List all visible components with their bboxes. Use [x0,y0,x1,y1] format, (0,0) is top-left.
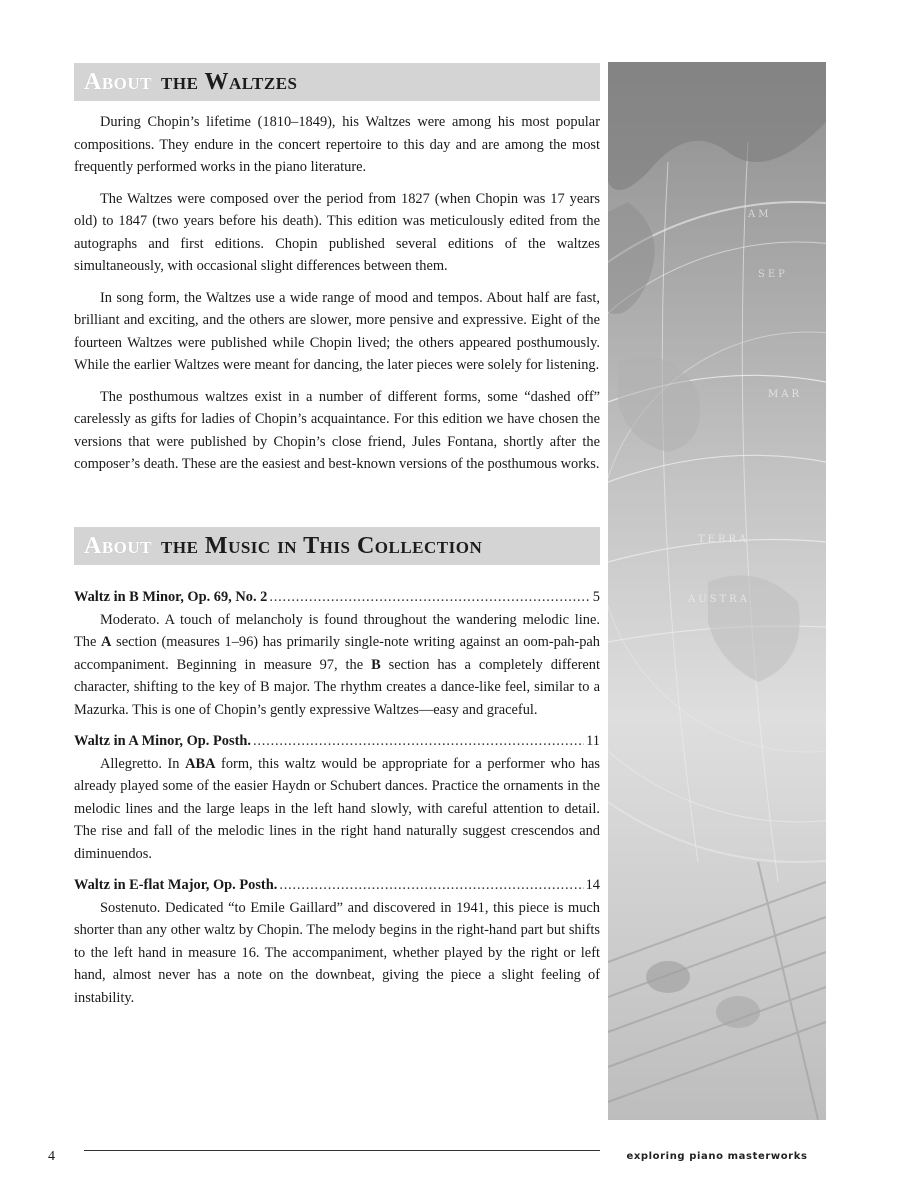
collection-entry [74,874,600,1009]
entry-title: Waltz in E-flat Major, Op. Posth. [74,877,278,893]
entry-page-number: 14 [585,877,600,893]
entry-text: form, this waltz would be appropriate for a performer who has already played some of the easier Haydn or Schubert dances. Practice the ornaments in the melodic lines and the large leaps in the left hand slowly, with careful attention to detail. The rise and fall of the melodic lines in the right hand naturally suggest crescendos and diminuendos. [74,755,601,862]
waltzes-body [74,111,600,485]
svg-text:AUSTRA: AUSTRA [688,594,750,605]
paragraph: The posthumous waltzes exist in a number of different forms, some “dashed off” carelessly as gifts for ladies of Chopin’s acquaintance. For this edition we have chosen the versions that were published by Chopin’s close friend, Jules Fontana, shortly after the composer’s death. These are the easiest and best-known versions of the posthumous works. [74,388,600,472]
dot-leader [253,730,584,753]
entry-title: Waltz in B Minor, Op. 69, No. 2 [74,589,268,605]
paragraph: In song form, the Waltzes use a wide range of mood and tempos. About half are fast, brilliant and exciting, and the others are slower, more pensive and expressive. Eight of the fourteen Waltzes were published while Chopin lived; the others appeared posthumously. While the earlier Waltzes were meant for dancing, the later pieces were solely for listening. [74,289,600,373]
entry-text: Sostenuto. Dedicated “to Emile Gaillard” and discovered in 1941, this piece is much shorter than any other waltz by Chopin. The melody begins in the right-hand part but shifts to the left hand in measure 16. The accompaniment, whether played by the right or left hand, almost never has a note on the downbeat, giving the piece a slight feeling of instability. [74,899,600,1006]
section-header-collection [74,527,600,565]
paragraph: The Waltzes were composed over the period from 1827 (when Chopin was 17 years old) to 1847 (two years before his death). This edition was meticulously edited from the autographs and first editions. Chopin published several editions of the waltzes simultaneously, with occasional slight differences between them. [74,190,600,274]
entry-page-number: 5 [592,589,600,605]
series-title: exploring piano masterworks [626,1151,808,1162]
entry-heading [74,586,600,609]
dot-leader [269,586,590,609]
entry-description [74,609,600,722]
svg-text:MAR: MAR [768,389,802,400]
svg-text:TERRA: TERRA [698,534,750,545]
paragraph: During Chopin’s lifetime (1810–1849), his Waltzes were among his most popular compositions. They endure in the concert repertoire to this day and are among the most frequently performed works in the piano literature. [74,114,600,175]
section-header-about: About [84,532,153,559]
section-header-waltzes [74,63,600,101]
collection-entry [74,586,600,721]
collection-body [74,584,600,1018]
entry-heading [74,730,600,753]
entry-bold-text: B [371,656,381,673]
entry-text: section has a completely different character, shifting to the key of B major. The rhythm creates a dance-like feel, similar to a Mazurka. This is one of Chopin’s gently expressive Waltzes—easy and graceful. [74,656,600,718]
page-number: 4 [48,1149,55,1164]
antique-map-illustration [608,62,826,1120]
entry-text: Moderato. A touch of melancholy is found throughout the wandering melodic line. The [74,611,600,650]
entry-bold-text: ABA [185,755,216,772]
entry-text: Allegretto. In [100,755,186,772]
footer-rule [84,1150,600,1151]
collection-entry [74,730,600,865]
svg-text:AM: AM [748,209,772,220]
section-header-title: the Music in This Collection [161,532,483,559]
entry-title: Waltz in A Minor, Op. Posth. [74,733,251,749]
entry-page-number: 11 [586,733,600,749]
entry-bold-text: A [101,634,112,650]
entry-description [74,753,600,866]
decorative-map-panel [608,62,826,1120]
section-header-about: About [84,68,153,95]
section-header-title: the Waltzes [161,68,298,95]
entry-description [74,897,600,1010]
svg-text:SEP: SEP [758,269,788,280]
entry-text: section (measures 1–96) has primarily single-note writing against an oom-pah-pah accompaniment. Beginning in measure 97, the [74,634,600,673]
dot-leader [279,874,583,897]
entry-heading [74,874,600,897]
